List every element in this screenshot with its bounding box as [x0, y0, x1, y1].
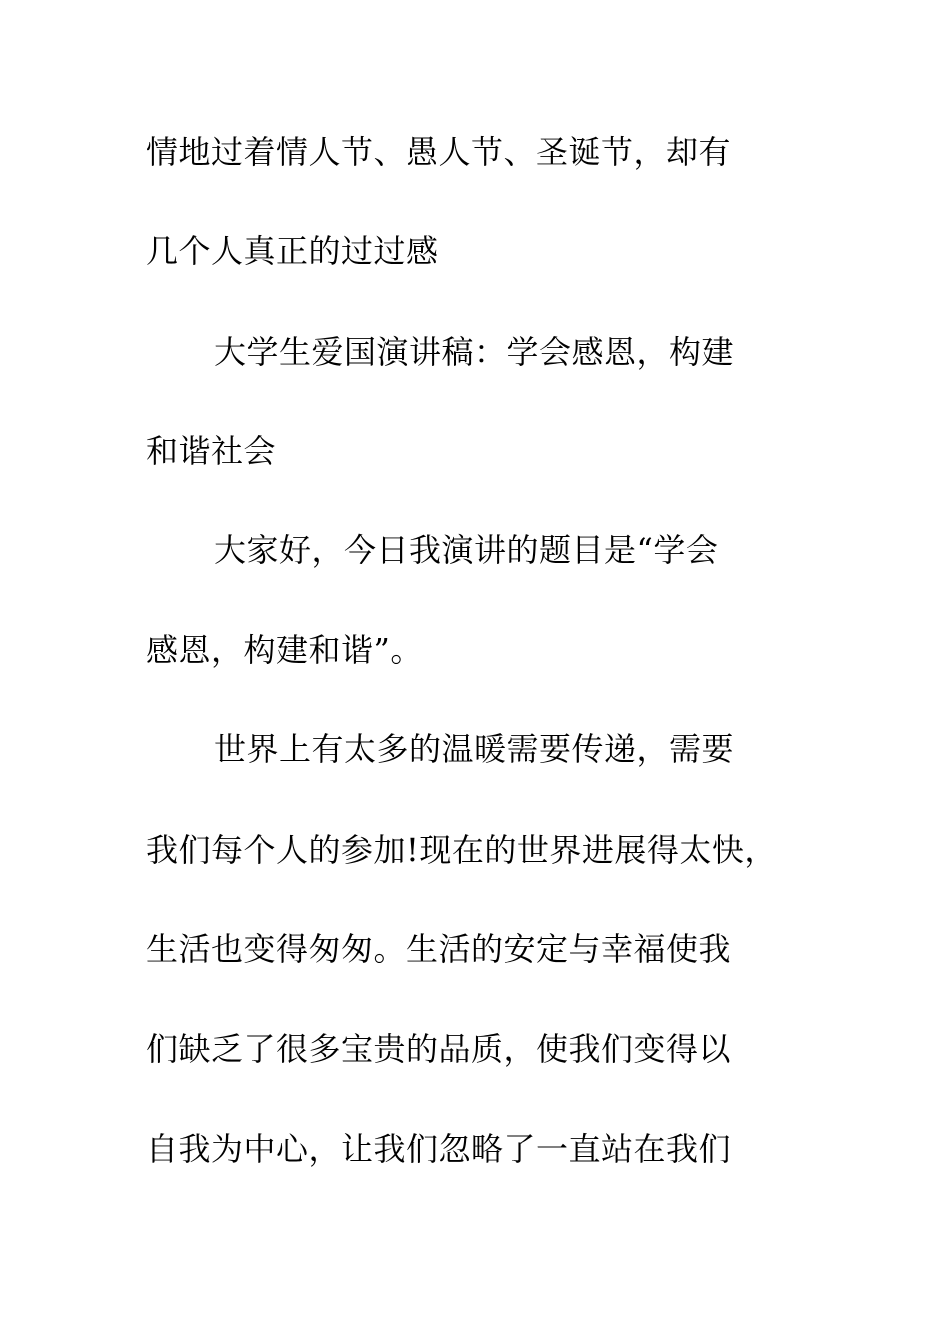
heading-line: 和谐社会: [146, 432, 277, 470]
text-line: 们缺乏了很多宝贵的品质，使我们变得以: [146, 1030, 732, 1068]
text-line: 自我为中心，让我们忽略了一直站在我们: [146, 1130, 732, 1168]
text-line: 几个人真正的过过感: [146, 232, 439, 270]
text-line: 感恩，构建和谐”。: [146, 631, 423, 669]
text-line: 大家好，今日我演讲的题目是“学会: [214, 531, 719, 569]
text-line: 生活也变得匆匆。生活的安定与幸福使我: [146, 930, 732, 968]
text-line: 我们每个人的参加!现在的世界进展得太快，: [146, 831, 777, 869]
heading-line: 大学生爱国演讲稿：学会感恩，构建: [214, 333, 735, 371]
text-line: 世界上有太多的温暖需要传递，需要: [214, 730, 735, 768]
text-line: 情地过着情人节、愚人节、圣诞节，却有: [146, 133, 732, 171]
